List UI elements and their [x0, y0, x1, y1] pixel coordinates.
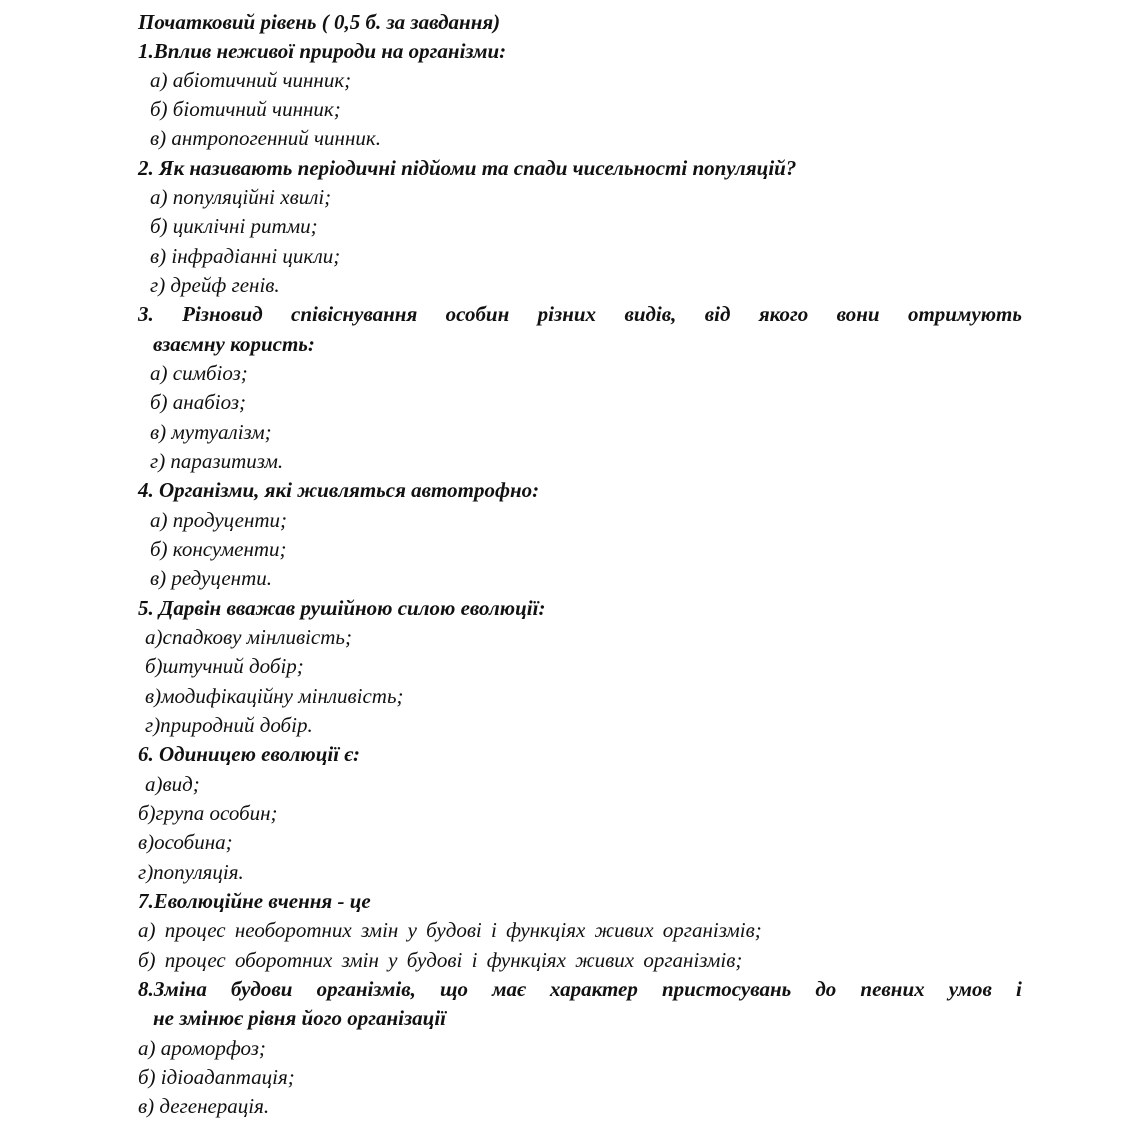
question-2-option-d: г) дрейф генів.	[150, 273, 280, 297]
q8-word: 8.Зміна	[138, 977, 207, 1001]
question-3-title-line-2: взаємну користь:	[153, 332, 315, 356]
question-6-option-b: б)група особин;	[138, 801, 278, 825]
q3-word: співіснування	[291, 302, 418, 326]
q8-word: умов	[948, 977, 992, 1001]
q3-word: вони	[836, 302, 880, 326]
section-header: Початковий рівень ( 0,5 б. за завдання)	[138, 10, 501, 34]
question-8-title-line-1	[138, 975, 1022, 1004]
q3-word: Різновид	[182, 302, 263, 326]
question-5-option-b: б)штучний добір;	[145, 654, 304, 678]
q3-word: особин	[445, 302, 510, 326]
q3-word: отримують	[907, 302, 1022, 326]
question-2-option-a: а) популяційні хвилі;	[150, 185, 332, 209]
q8-word: що	[439, 977, 468, 1001]
question-3-option-a: а) симбіоз;	[150, 361, 248, 385]
question-6-option-c: в)особина;	[138, 830, 233, 854]
question-4-title: 4. Організми, які живляться автотрофно:	[138, 478, 540, 502]
question-7-option-a: а) процес необоротних змін у будові і функціях живих організмів;	[138, 918, 762, 942]
question-1-option-a: а) абіотичний чинник;	[150, 68, 352, 92]
q3-word: 3.	[138, 302, 154, 326]
q8-word: будови	[230, 977, 293, 1001]
question-2-option-c: в) інфрадіанні цикли;	[150, 244, 341, 268]
question-8-option-c: в) дегенерація.	[138, 1094, 270, 1118]
question-5-option-d: г)природний добір.	[145, 713, 313, 737]
question-5-option-c: в)модифікаційну мінливість;	[145, 684, 404, 708]
q3-word: видів,	[624, 302, 677, 326]
q8-word: організмів,	[316, 977, 416, 1001]
question-8-option-a: а) ароморфоз;	[138, 1036, 266, 1060]
question-6-option-a: а)вид;	[145, 772, 200, 796]
question-3-option-b: б) анабіоз;	[150, 390, 247, 414]
question-5-title: 5. Дарвін вважав рушійною силою еволюції:	[138, 596, 546, 620]
question-2-title: 2. Як називають періодичні підйоми та спади чисельності популяцій?	[138, 156, 797, 180]
q8-word: і	[1016, 977, 1022, 1001]
question-3-option-d: г) паразитизм.	[150, 449, 284, 473]
q3-word: від	[704, 302, 731, 326]
question-1-option-b: б) біотичний чинник;	[150, 97, 341, 121]
question-8-title-line-2: не змінює рівня його організації	[153, 1006, 446, 1030]
question-4-option-c: в) редуценти.	[150, 566, 273, 590]
question-8-option-b: б) ідіоадаптація;	[138, 1065, 295, 1089]
question-4-option-b: б) консументи;	[150, 537, 287, 561]
question-4-option-a: а) продуценти;	[150, 508, 288, 532]
q8-word: певних	[860, 977, 925, 1001]
question-7-title: 7.Еволюційне вчення - це	[138, 889, 371, 913]
question-2-option-b: б) циклічні ритми;	[150, 214, 318, 238]
question-6-title: 6. Одиницею еволюції є:	[138, 742, 360, 766]
question-6-option-d: г)популяція.	[138, 860, 244, 884]
question-5-option-a: а)спадкову мінливість;	[145, 625, 352, 649]
q8-word: має	[492, 977, 526, 1001]
question-3-title-line-1	[138, 300, 1022, 329]
question-1-title: 1.Вплив неживої природи на організми:	[138, 39, 507, 63]
q3-word: якого	[758, 302, 809, 326]
q8-word: характер	[549, 977, 638, 1001]
question-7-option-b: б) процес оборотних змін у будові і функціях живих організмів;	[138, 948, 743, 972]
question-3-option-c: в) мутуалізм;	[150, 420, 272, 444]
q8-word: пристосувань	[661, 977, 792, 1001]
question-1-option-c: в) антропогенний чинник.	[150, 126, 381, 150]
q3-word: різних	[537, 302, 597, 326]
q8-word: до	[815, 977, 837, 1001]
